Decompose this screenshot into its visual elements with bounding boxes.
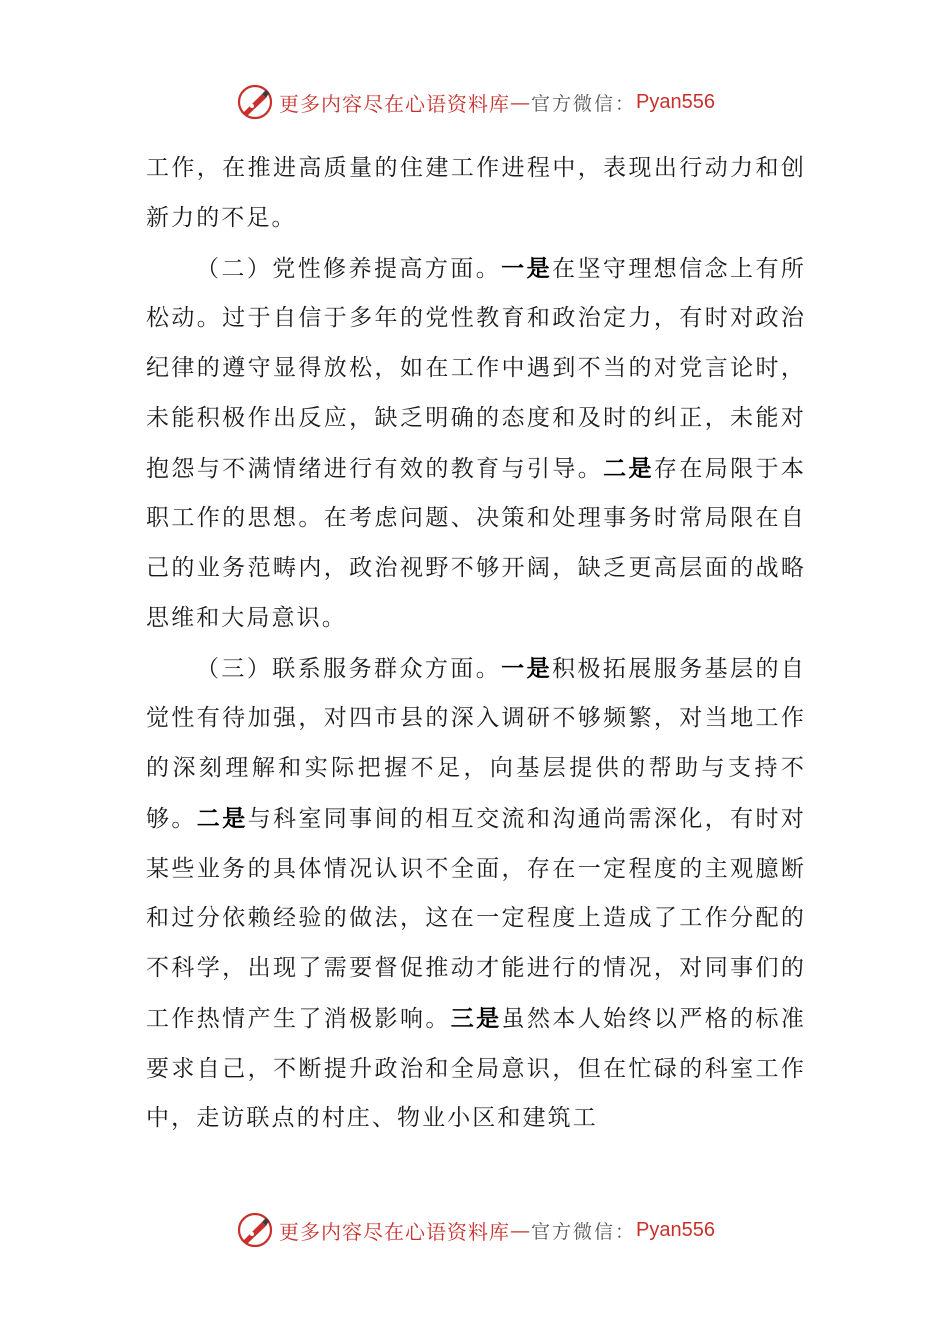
pen-nib-logo-icon <box>235 1210 275 1250</box>
keyword-second: 二是 <box>196 804 248 832</box>
banner-text: 更多内容尽在心语资料库 <box>279 91 510 116</box>
paragraph-2-text-1: 在坚守理想信念上有所松动。过于自信于多年的党性教育和政治定力，有时对政治纪律的遵守显得放松，如在工作中遇到不当的对党言论时，未能积极作出反应，缺乏明确的态度和及时的纠正，未能对抱怨与不满情绪进行有效的教育与引导。 <box>146 255 807 482</box>
document-body <box>146 144 806 1144</box>
paragraph-3-text-3: 虽然本人始终以严格的标准要求自己，不断提升政治和全局意识，但在忙碌的科室工作中，走访联点的村庄、物业小区和建筑工 <box>146 1005 806 1132</box>
keyword-third: 三是 <box>450 1004 502 1032</box>
footer-banner <box>0 1208 950 1252</box>
wechat-label: 官方微信： <box>531 92 637 115</box>
header-banner <box>0 80 950 124</box>
pen-nib-logo-icon <box>235 82 275 122</box>
wechat-id: Pyan556 <box>636 90 715 113</box>
banner-separator: — <box>510 90 531 114</box>
keyword-second: 二是 <box>603 454 654 482</box>
paragraph-3-text-1: 积极拓展服务基层的自觉性有待加强，对四市县的深入调研不够频繁，对当地工作的深刻理解和实际把握不足，向基层提供的帮助与支持不够。 <box>146 655 807 832</box>
banner-separator: — <box>510 1218 531 1242</box>
banner-text: 更多内容尽在心语资料库 <box>279 1219 510 1244</box>
section-heading-2: （二）党性修养提高方面。 <box>196 255 502 282</box>
wechat-label: 官方微信： <box>531 1220 637 1243</box>
paragraph-2-text-2: 存在局限于本职工作的思想。在考虑问题、决策和处理事务时常局限在自己的业务范畴内，政治视野不够开阔，缺乏更高层面的战略思维和大局意识。 <box>146 455 806 631</box>
paragraph-3-text-2: 与科室同事间的相互交流和沟通尚需深化，有时对某些业务的具体情况认识不全面，存在一定程度的主观臆断和过分依赖经验的做法，这在一定程度上造成了工作分配的不科学，出现了需要督促推动才能进行的情况，对同事们的工作热情产生了消极影响。 <box>146 805 807 1032</box>
section-heading-3: （三）联系服务群众方面。 <box>196 655 502 682</box>
keyword-first: 一是 <box>501 254 553 282</box>
paragraph-1: 工作，在推进高质量的住建工作进程中，表现出行动力和创新力的不足。 <box>146 155 806 231</box>
paragraph-2 <box>146 244 806 644</box>
paragraph-3 <box>146 644 806 1145</box>
wechat-id: Pyan556 <box>636 1218 715 1241</box>
keyword-first: 一是 <box>501 654 553 682</box>
